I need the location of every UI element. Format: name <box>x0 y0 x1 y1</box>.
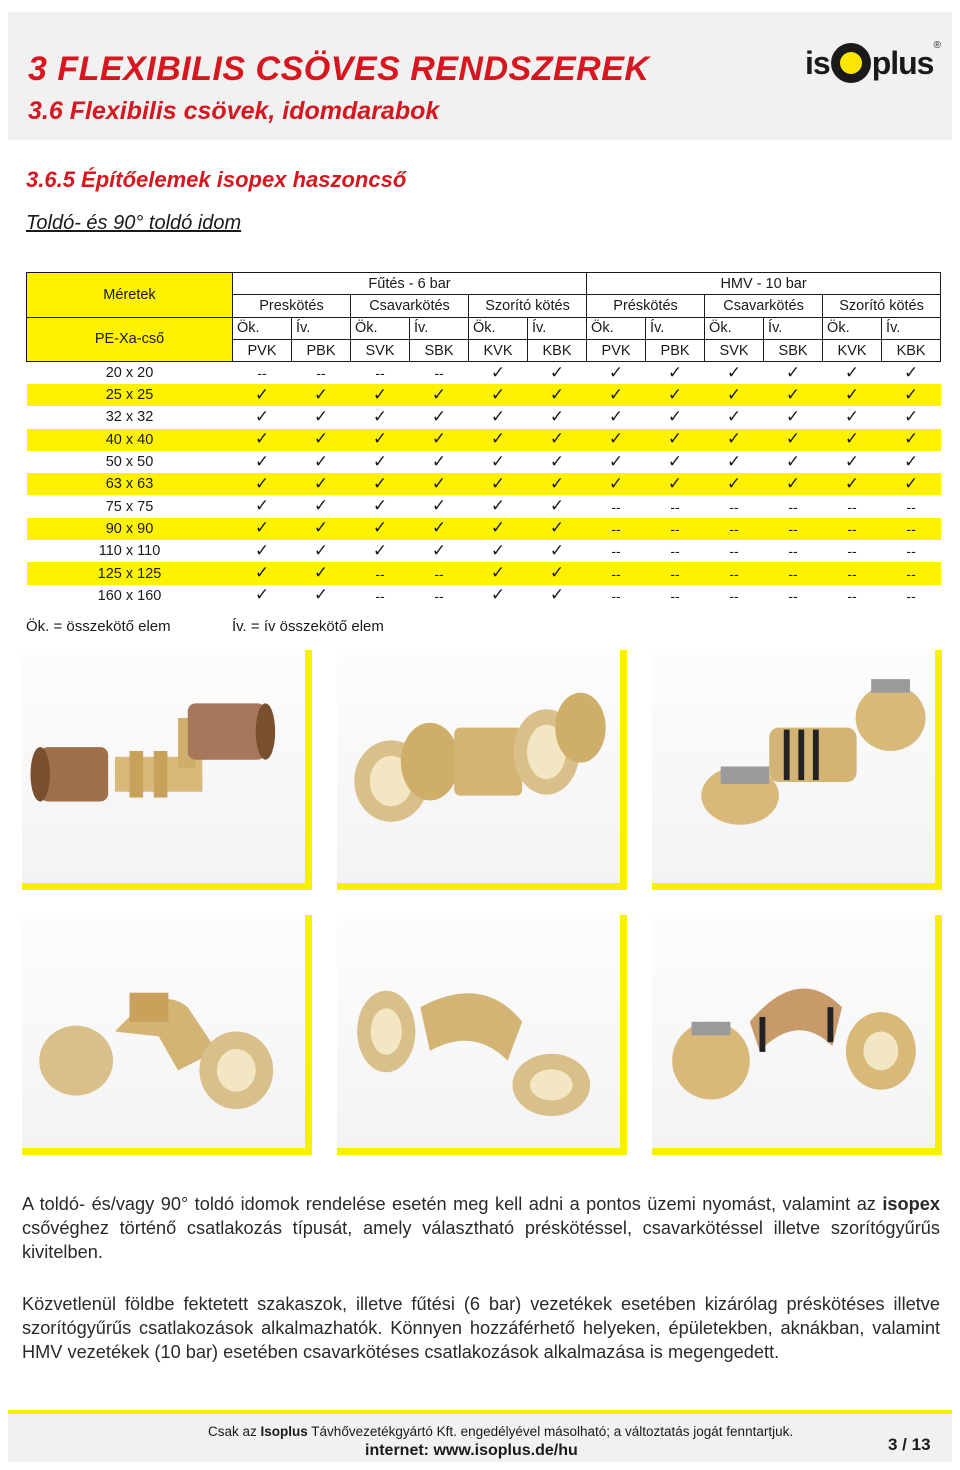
not-available-cell: -- <box>906 587 916 604</box>
not-available-cell: -- <box>670 587 680 604</box>
check-icon: ✓ <box>431 406 447 427</box>
check-icon: ✓ <box>882 384 941 406</box>
check-icon: ✓ <box>528 562 587 584</box>
logo-registered: ® <box>933 40 941 51</box>
type-header: Preskötés <box>233 295 351 317</box>
not-available-cell: -- <box>670 543 680 560</box>
check-icon: ✓ <box>372 496 388 517</box>
check-icon: ✓ <box>490 496 506 517</box>
footer-copyright-a: Csak az <box>208 1424 261 1439</box>
check-icon: ✓ <box>764 429 823 451</box>
not-available-cell: -- <box>729 587 739 604</box>
size-cell: 90 x 90 <box>27 518 233 540</box>
check-icon: ✓ <box>764 384 823 406</box>
check-icon: ✓ <box>823 384 882 406</box>
check-icon: ✓ <box>351 473 410 495</box>
check-icon: ✓ <box>254 451 270 472</box>
check-icon: ✓ <box>882 429 941 451</box>
table-row <box>27 362 941 384</box>
paragraph-ordering-text-c: csővéghez történő csatlakozás típusát, amely választható préskötéssel, csavarkötéssel illetve szorítógyűrűs kivitelben. <box>22 1218 940 1262</box>
check-icon: ✓ <box>431 451 447 472</box>
check-icon: ✓ <box>313 451 329 472</box>
photo-screw-elbow <box>337 915 627 1155</box>
check-icon: ✓ <box>528 518 587 540</box>
check-icon: ✓ <box>608 362 624 383</box>
check-icon: ✓ <box>490 540 506 561</box>
check-icon: ✓ <box>431 540 447 561</box>
not-available-cell: -- <box>729 498 739 515</box>
check-icon: ✓ <box>313 585 329 606</box>
check-icon: ✓ <box>528 473 587 495</box>
check-icon: ✓ <box>490 585 506 606</box>
check-icon: ✓ <box>823 429 882 451</box>
not-available-cell: -- <box>764 562 823 584</box>
check-icon: ✓ <box>254 585 270 606</box>
table-row <box>27 495 941 517</box>
code-header: PVK <box>233 339 292 361</box>
check-icon: ✓ <box>469 518 528 540</box>
check-icon: ✓ <box>490 406 506 427</box>
table-row <box>27 384 941 406</box>
check-icon: ✓ <box>903 451 919 472</box>
check-icon: ✓ <box>233 429 292 451</box>
check-icon: ✓ <box>549 406 565 427</box>
abbr-header: Ök. <box>469 317 528 339</box>
check-icon: ✓ <box>351 429 410 451</box>
check-icon: ✓ <box>549 362 565 383</box>
check-icon: ✓ <box>844 451 860 472</box>
not-available-cell: -- <box>316 365 326 382</box>
size-cell: 63 x 63 <box>27 473 233 495</box>
isoplus-logo <box>805 38 945 88</box>
not-available-cell: -- <box>906 498 916 515</box>
paragraph-ordering <box>22 1192 940 1264</box>
not-available-cell: -- <box>611 543 621 560</box>
check-icon: ✓ <box>372 451 388 472</box>
not-available-cell: -- <box>705 518 764 540</box>
legend-ok: Ök. = összekötő elem <box>26 618 171 635</box>
not-available-cell: -- <box>611 587 621 604</box>
check-icon: ✓ <box>646 473 705 495</box>
check-icon: ✓ <box>233 473 292 495</box>
check-icon: ✓ <box>528 429 587 451</box>
group-futes: Fűtés - 6 bar <box>233 273 587 295</box>
check-icon: ✓ <box>549 540 565 561</box>
check-icon: ✓ <box>410 429 469 451</box>
not-available-cell: -- <box>705 562 764 584</box>
check-icon: ✓ <box>292 384 351 406</box>
code-header: SBK <box>764 339 823 361</box>
check-icon: ✓ <box>372 540 388 561</box>
check-icon: ✓ <box>549 496 565 517</box>
table-row <box>27 585 941 607</box>
not-available-cell: -- <box>410 562 469 584</box>
check-icon: ✓ <box>823 473 882 495</box>
size-cell: 75 x 75 <box>105 498 154 515</box>
not-available-cell: -- <box>906 543 916 560</box>
photo-clamp-elbow <box>652 915 942 1155</box>
check-icon: ✓ <box>410 473 469 495</box>
check-icon: ✓ <box>313 540 329 561</box>
not-available-cell: -- <box>788 587 798 604</box>
code-header: SVK <box>705 339 764 361</box>
paragraph-ordering-text-a: A toldó- és/vagy 90° toldó idomok rendelése esetén meg kell adni a pontos üzemi nyomást, valamint az <box>22 1194 883 1214</box>
page-title: 3 FLEXIBILIS CSÖVES RENDSZEREK <box>28 50 650 88</box>
not-available-cell: -- <box>823 518 882 540</box>
abbr-header: Ök. <box>351 317 410 339</box>
check-icon: ✓ <box>233 518 292 540</box>
abbr-header: Ív. <box>410 317 469 339</box>
check-icon: ✓ <box>233 562 292 584</box>
check-icon: ✓ <box>667 362 683 383</box>
size-cell: 160 x 160 <box>97 587 162 604</box>
code-header: PBK <box>646 339 705 361</box>
check-icon: ✓ <box>646 384 705 406</box>
check-icon: ✓ <box>292 429 351 451</box>
check-icon: ✓ <box>785 362 801 383</box>
paragraph-usage: Közvetlenül földbe fektetett szakaszok, illetve fűtési (6 bar) vezetékek esetében kizárólag préskötéses illetve szorítógyűrűs csatlakozások alkalmazhatók. Könnyen hozzáférhető helyeken, épületekben, aknákban, valamint HMV vezetékek (10 bar) esetében csavarkötéses csatlakozások alkalmazása is megengedett. <box>22 1294 940 1362</box>
photo-clamp-coupling <box>652 650 942 890</box>
group-hmv: HMV - 10 bar <box>587 273 941 295</box>
check-icon: ✓ <box>469 429 528 451</box>
page-number: 3 / 13 <box>888 1435 931 1454</box>
check-icon: ✓ <box>903 362 919 383</box>
paragraph-ordering-isopex: isopex <box>882 1194 940 1214</box>
check-icon: ✓ <box>844 362 860 383</box>
check-icon: ✓ <box>705 384 764 406</box>
code-header: PBK <box>292 339 351 361</box>
not-available-cell: -- <box>882 562 941 584</box>
check-icon: ✓ <box>313 496 329 517</box>
header-meretek: Méretek <box>27 273 233 318</box>
table-row <box>27 429 941 451</box>
not-available-cell: -- <box>882 518 941 540</box>
check-icon: ✓ <box>490 362 506 383</box>
check-icon: ✓ <box>431 496 447 517</box>
check-icon: ✓ <box>587 429 646 451</box>
check-icon: ✓ <box>469 473 528 495</box>
code-header: SVK <box>351 339 410 361</box>
logo-text-left: is <box>805 44 830 81</box>
not-available-cell: -- <box>646 518 705 540</box>
check-icon: ✓ <box>785 406 801 427</box>
check-icon: ✓ <box>646 429 705 451</box>
not-available-cell: -- <box>434 587 444 604</box>
not-available-cell: -- <box>764 518 823 540</box>
not-available-cell: -- <box>847 543 857 560</box>
not-available-cell: -- <box>434 365 444 382</box>
code-header: SBK <box>410 339 469 361</box>
code-header: KBK <box>528 339 587 361</box>
check-icon: ✓ <box>764 473 823 495</box>
check-icon: ✓ <box>254 406 270 427</box>
legend-iv: Ív. = ív összekötő elem <box>232 618 384 635</box>
check-icon: ✓ <box>292 518 351 540</box>
code-header: PVK <box>587 339 646 361</box>
check-icon: ✓ <box>549 585 565 606</box>
code-header: KVK <box>469 339 528 361</box>
compatibility-table <box>26 272 940 607</box>
abbr-header: Ök. <box>823 317 882 339</box>
photo-press-coupling <box>22 650 312 890</box>
check-icon: ✓ <box>254 540 270 561</box>
check-icon: ✓ <box>372 406 388 427</box>
abbr-header: Ív. <box>764 317 823 339</box>
size-cell: 110 x 110 <box>98 543 161 560</box>
check-icon: ✓ <box>705 473 764 495</box>
check-icon: ✓ <box>903 406 919 427</box>
not-available-cell: -- <box>646 562 705 584</box>
check-icon: ✓ <box>882 473 941 495</box>
section-subtitle: Toldó- és 90° toldó idom <box>26 212 242 234</box>
not-available-cell: -- <box>587 562 646 584</box>
check-icon: ✓ <box>469 384 528 406</box>
check-icon: ✓ <box>254 496 270 517</box>
not-available-cell: -- <box>670 498 680 515</box>
check-icon: ✓ <box>351 384 410 406</box>
check-icon: ✓ <box>351 518 410 540</box>
abbr-header: Ök. <box>587 317 646 339</box>
table-row <box>27 540 941 562</box>
photo-screw-coupling <box>337 650 627 890</box>
check-icon: ✓ <box>726 406 742 427</box>
check-icon: ✓ <box>292 562 351 584</box>
check-icon: ✓ <box>549 451 565 472</box>
size-cell: 20 x 20 <box>105 365 154 382</box>
check-icon: ✓ <box>608 406 624 427</box>
abbr-header: Ök. <box>233 317 292 339</box>
check-icon: ✓ <box>705 429 764 451</box>
not-available-cell: -- <box>788 543 798 560</box>
page-subtitle: 3.6 Flexibilis csövek, idomdarabok <box>28 97 440 125</box>
header-pexa: PE-Xa-cső <box>27 317 233 362</box>
logo-text-right: plus <box>871 44 934 81</box>
table-row <box>27 518 941 540</box>
check-icon: ✓ <box>587 384 646 406</box>
not-available-cell: -- <box>611 498 621 515</box>
not-available-cell: -- <box>823 562 882 584</box>
footer-copyright-c: Távhővezetékgyártó Kft. engedélyével másolható; a változtatás jogát fenntartjuk. <box>307 1424 794 1439</box>
check-icon: ✓ <box>469 562 528 584</box>
type-header: Préskötés <box>587 295 705 317</box>
size-cell: 125 x 125 <box>27 562 233 584</box>
check-icon: ✓ <box>233 384 292 406</box>
check-icon: ✓ <box>844 406 860 427</box>
table-row <box>27 451 941 473</box>
size-cell: 40 x 40 <box>27 429 233 451</box>
not-available-cell: -- <box>375 587 385 604</box>
code-header: KBK <box>882 339 941 361</box>
abbr-header: Ök. <box>705 317 764 339</box>
check-icon: ✓ <box>667 451 683 472</box>
abbr-header: Ív. <box>292 317 351 339</box>
logo-ring-icon <box>831 43 871 83</box>
footer-website-link[interactable]: internet: www.isoplus.de/hu <box>365 1442 578 1459</box>
section-title: 3.6.5 Építőelemek isopex haszoncső <box>26 167 407 192</box>
not-available-cell: -- <box>847 498 857 515</box>
size-cell: 25 x 25 <box>27 384 233 406</box>
type-header: Csavarkötés <box>351 295 469 317</box>
table-row <box>27 473 941 495</box>
check-icon: ✓ <box>785 451 801 472</box>
table-row <box>27 406 941 428</box>
abbr-header: Ív. <box>646 317 705 339</box>
not-available-cell: -- <box>375 365 385 382</box>
type-header: Szorító kötés <box>823 295 941 317</box>
check-icon: ✓ <box>490 451 506 472</box>
footer-copyright <box>208 1424 793 1439</box>
size-cell: 32 x 32 <box>105 409 154 426</box>
check-icon: ✓ <box>587 473 646 495</box>
not-available-cell: -- <box>847 587 857 604</box>
check-icon: ✓ <box>667 406 683 427</box>
photo-press-elbow <box>22 915 312 1155</box>
abbr-header: Ív. <box>528 317 587 339</box>
code-header: KVK <box>823 339 882 361</box>
abbr-header: Ív. <box>882 317 941 339</box>
type-header: Csavarkötés <box>705 295 823 317</box>
check-icon: ✓ <box>528 384 587 406</box>
check-icon: ✓ <box>410 384 469 406</box>
not-available-cell: -- <box>788 498 798 515</box>
check-icon: ✓ <box>313 406 329 427</box>
check-icon: ✓ <box>726 451 742 472</box>
check-icon: ✓ <box>410 518 469 540</box>
check-icon: ✓ <box>608 451 624 472</box>
table-row <box>27 562 941 584</box>
not-available-cell: -- <box>351 562 410 584</box>
check-icon: ✓ <box>292 473 351 495</box>
check-icon: ✓ <box>726 362 742 383</box>
not-available-cell: -- <box>729 543 739 560</box>
type-header: Szorító kötés <box>469 295 587 317</box>
not-available-cell: -- <box>587 518 646 540</box>
not-available-cell: -- <box>257 365 267 382</box>
size-cell: 50 x 50 <box>105 454 154 471</box>
footer-copyright-brand: Isoplus <box>260 1424 308 1439</box>
